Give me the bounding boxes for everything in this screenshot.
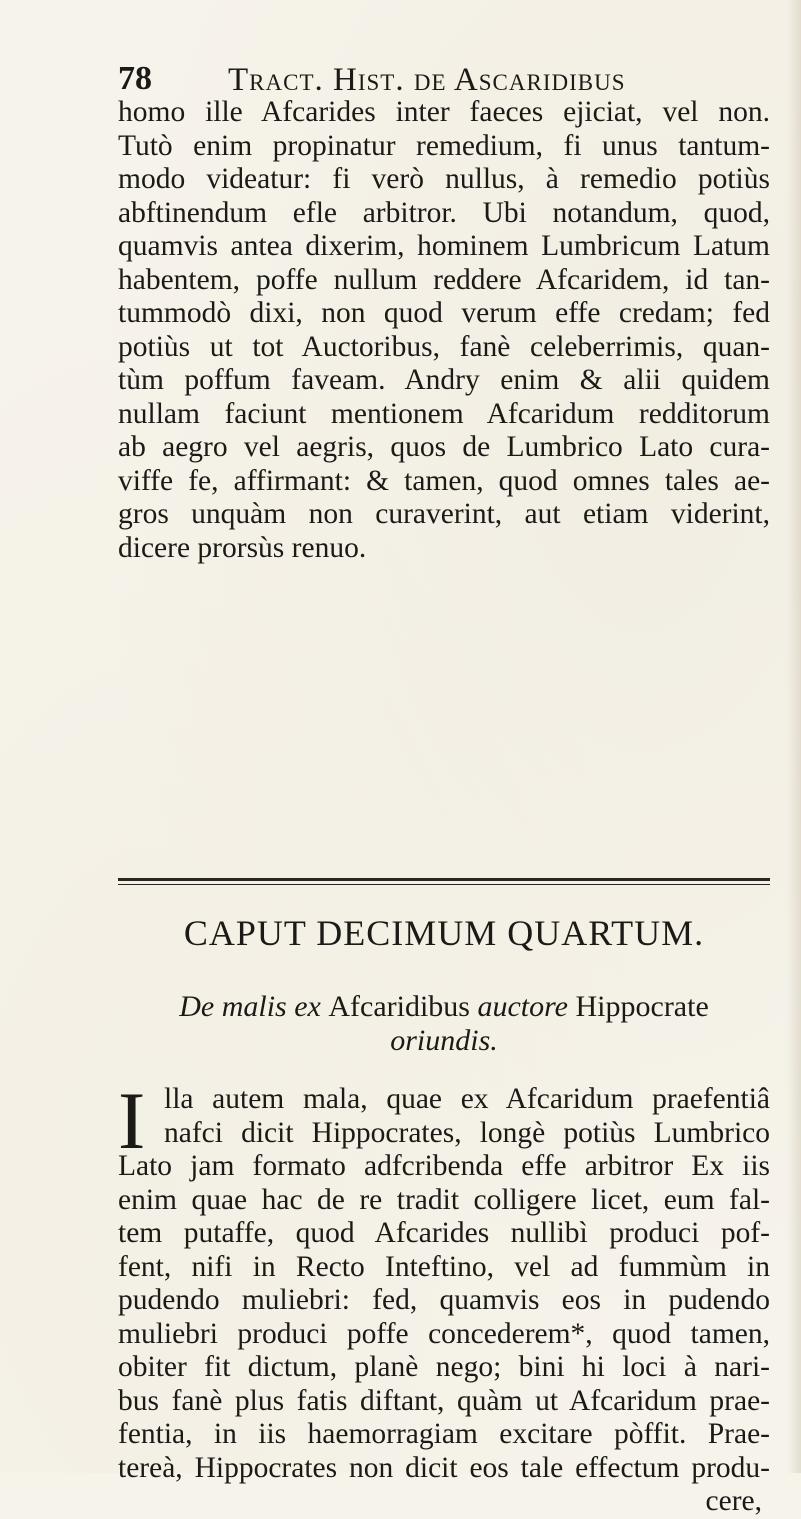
text-line: homo ille Afcarides inter faeces ejiciat, vel non.: [118, 96, 770, 128]
text-line: bus fanè plus fatis diftant, quàm ut Afcaridum prae-: [118, 1384, 770, 1417]
paragraph-body: [118, 1075, 770, 1519]
text-line: abftinendum efle arbitror. Ubi notandum, quod,: [118, 196, 770, 229]
chapter-title: CAPUT DECIMUM QUARTUM.: [183, 913, 705, 953]
text-line: lla autem mala, quae ex Afcaridum praefentiâ: [164, 1083, 770, 1115]
text-line: tereà, Hippocrates non dicit eos tale effectum produ-: [118, 1451, 770, 1484]
text-line: dicere prorsùs renuo.: [118, 531, 367, 564]
text-line: tem putaffe, quod Afcarides nullibì produci pof-: [118, 1217, 770, 1249]
text-line: fent, nifi in Recto Inteftino, vel ad fummùm in: [118, 1250, 770, 1283]
text-line: viffe fe, affirmant: & tamen, quod omnes tales ae-: [118, 464, 770, 497]
text-line: Lato jam formato adfcribenda effe arbitror Ex iis: [118, 1150, 770, 1182]
chapter-subtitle: [118, 990, 770, 1058]
text-line: nafci dicit Hippocrates, longè potiùs Lumbrico: [164, 1116, 770, 1149]
text-line: gros unquàm non curaverint, aut etiam viderint,: [118, 498, 770, 530]
text-line: obiter fit dictum, planè nego; bini hi loci à nari-: [118, 1351, 770, 1383]
text-line: modo videatur: fi verò nullus, à remedio potiùs: [118, 163, 770, 195]
text-line: cere,: [705, 1485, 762, 1517]
subtitle-part: Hippocrate: [575, 990, 709, 1023]
page-number: 78: [118, 60, 152, 97]
text-line: ab aegro vel aegris, quos de Lumbrico Lato cura-: [118, 431, 770, 463]
text-line: Tutò enim propinatur remedium, fi unus tantum-: [118, 129, 770, 162]
text-line: quamvis antea dixerim, hominem Lumbricum Latum: [118, 230, 770, 262]
subtitle-line: oriundis.: [390, 1024, 498, 1057]
chapter-rule-thick: [118, 878, 770, 881]
chapter-rule-thin: [118, 884, 770, 885]
text-line: muliebri produci poffe concederem*, quod tamen,: [118, 1317, 770, 1350]
running-head: Tract. Hist. de Ascaridibus: [228, 62, 626, 98]
subtitle-part: auctore: [469, 990, 576, 1023]
text-line: pudendo muliebri: fed, quamvis eos in pudendo: [118, 1284, 770, 1316]
text-line: tùm poffum faveam. Andry enim & alii quidem: [118, 364, 770, 396]
text-line: potiùs ut tot Auctoribus, fanè celeberrimis, quan-: [118, 330, 770, 363]
subtitle-part: De malis ex: [179, 990, 329, 1023]
paragraph-continued: [118, 96, 770, 565]
text-line: habentem, poffe nullum reddere Afcaridem, id tan-: [118, 263, 770, 296]
subtitle-part: Afcaridibus: [328, 990, 470, 1023]
drop-capital: I: [118, 1075, 146, 1166]
text-line: enim quae hac de re tradit colligere licet, eum fal-: [118, 1183, 770, 1216]
text-line: fentia, in iis haemorragiam excitare pòffit. Prae-: [118, 1418, 770, 1450]
text-line: tummodò dixi, non quod verum effe credam; fed: [118, 297, 770, 329]
text-line: nullam faciunt mentionem Afcaridum redditorum: [118, 397, 770, 430]
subtitle-line: [118, 990, 770, 1024]
page-edge-shadow: [787, 0, 801, 1473]
